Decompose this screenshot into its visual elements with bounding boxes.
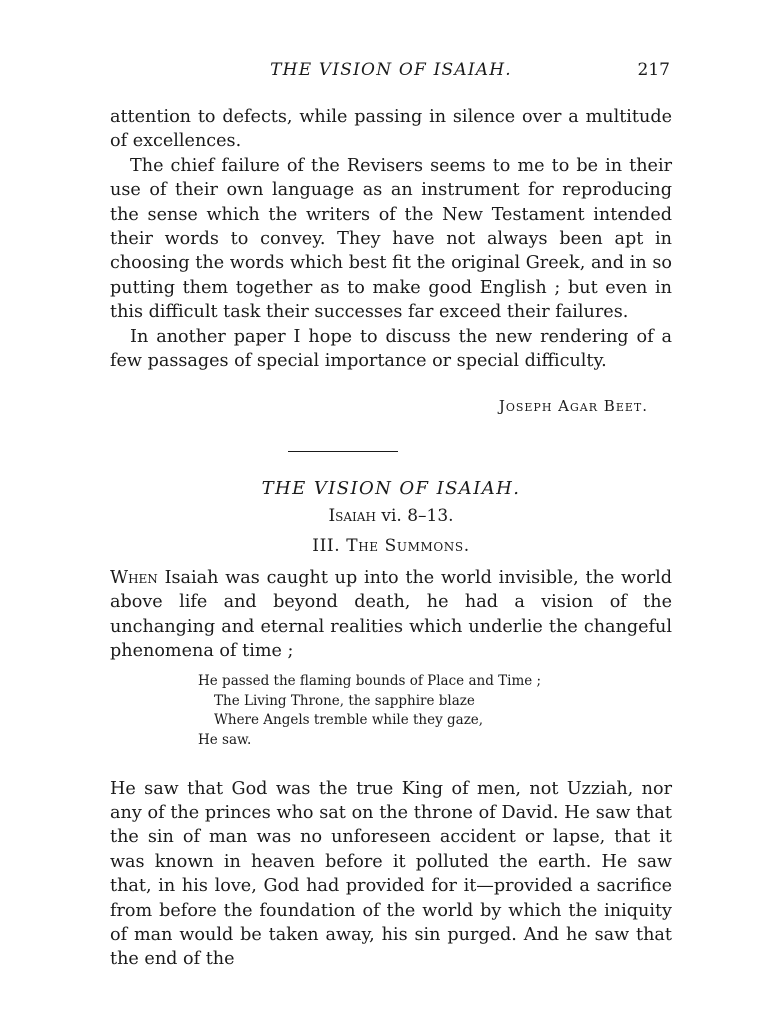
previous-article-text (110, 105, 672, 373)
section-title: The Summons. (346, 536, 470, 556)
opening-word: When (110, 568, 158, 588)
paragraph (110, 566, 672, 664)
verse-quotation (198, 672, 618, 750)
section-divider (288, 451, 398, 452)
page-number: 217 (637, 60, 670, 80)
reference-book: Isaiah (328, 506, 376, 526)
paragraph: He saw that God was the true King of men, not Uzziah, nor any of the princes who sat on the throne of David. He saw that the sin of man was no unforeseen accident or lapse, that it was known in heaven before it polluted the earth. He saw that, in his love, God had provided for it—provided a sacrifice from before the foundation of the world by which the iniquity of man would be taken away, his sin purged. And he saw that the end of the (110, 778, 672, 970)
verse-line: He passed the flaming bounds of Place and Time ; (198, 673, 542, 689)
paragraph: In another paper I hope to discuss the new rendering of a few passages of special importance or special difficulty. (110, 326, 672, 372)
verse-line: Where Angels tremble while they gaze, (214, 712, 484, 728)
verse-line: The Living Throne, the sapphire blaze (214, 692, 475, 709)
article-title: THE VISION OF ISAIAH. (261, 478, 521, 499)
running-title: THE VISION OF ISAIAH. (270, 60, 512, 80)
paragraph: attention to defects, while passing in silence over a multitude of excellences. (110, 107, 672, 152)
book-page (110, 0, 672, 1024)
running-header (110, 60, 672, 84)
article-opening-paragraph (110, 566, 672, 664)
paragraph: The chief failure of the Revisers seems to me to be in their use of their own language as an instrument for reproducing the sense which the writers of the New Testament intended their words to convey. They have not always been apt in choosing the words which best fit the original Greek, and in so putting them together as to make good English ; but even in this difficult task their successes far exceed their failures. (110, 155, 672, 323)
article-body-paragraph (110, 759, 672, 989)
reference-verses: vi. 8–13. (381, 506, 454, 526)
verse-line: He saw. (198, 731, 252, 748)
paragraph-text: Isaiah was caught up into the world invisible, the world above life and beyond death, he had a vision of the unchanging and eternal realities which underlie the changeful phenomena of time ; (110, 568, 672, 662)
scripture-reference (110, 506, 672, 526)
section-heading (110, 536, 672, 556)
section-number: III. (312, 536, 341, 556)
author-signature: Joseph Agar Beet. (498, 397, 648, 415)
